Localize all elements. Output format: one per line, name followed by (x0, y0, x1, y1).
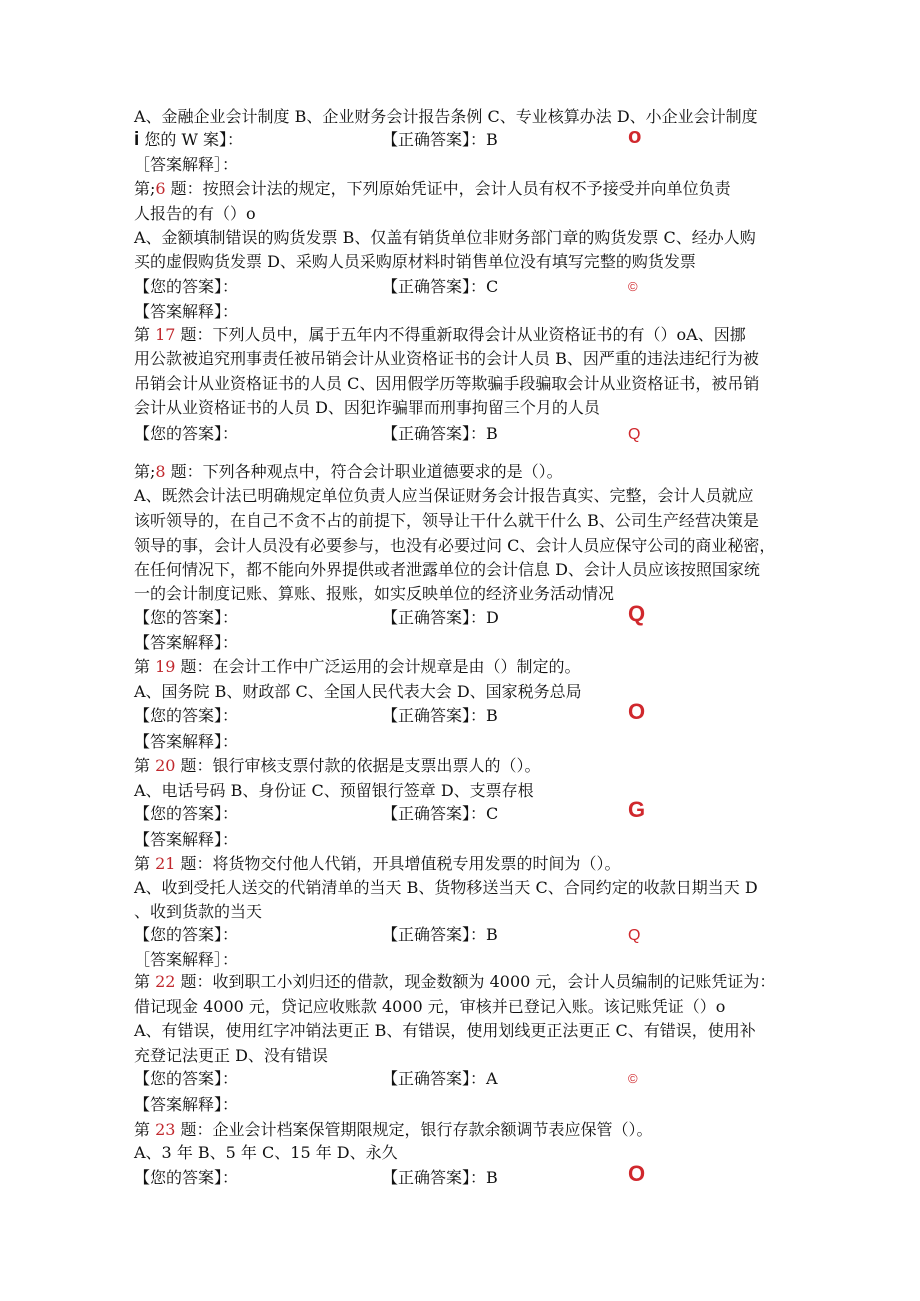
your-answer-label (134, 423, 238, 445)
text-line: A、有错误，使用红字冲销法更正 B、有错误，使用划线更正法更正 C、有错误，使用补 (134, 1021, 756, 1040)
question-text: 题：下列各种观点中，符合会计职业道德要求的是（）。 (165, 462, 563, 481)
your-answer-label (134, 1068, 238, 1090)
correct-answer: 【正确答案】：B (382, 706, 498, 725)
question-heading (134, 656, 794, 678)
correct-answer: 【正确答案】：A (382, 1069, 498, 1088)
question-prefix: 第 (134, 854, 156, 873)
text-line: 领导的事，会计人员没有必要参与，也没有必要过问 C、会计人员应保守公司的商业秘密， (134, 536, 776, 555)
correct-answer: 【正确答案】：C (382, 804, 499, 823)
your-answer-label (134, 607, 238, 629)
result-mark: o (628, 123, 642, 148)
text-line: 借记现金 4000 元，贷记应收账款 4000 元，审核并已登记入账。该记账凭证（）o (134, 997, 726, 1016)
your-answer-text: 【您的答案】： (134, 608, 239, 627)
result-mark: © (628, 279, 638, 294)
result-mark: O (628, 699, 646, 724)
your-answer-label (134, 1167, 238, 1189)
question-heading (134, 1119, 794, 1141)
question-number: 19 (155, 657, 176, 676)
question-text: 题：按照会计法的规定，下列原始凭证中，会计人员有权不予接受并向单位负责 (165, 179, 731, 198)
your-answer-text: 您的 W 案】： (144, 130, 243, 149)
correct-answer: 【正确答案】：B (382, 925, 498, 944)
question-heading (134, 461, 794, 483)
text-line: 一的会计制度记账、算账、报账，如实反映单位的经济业务活动情况 (134, 584, 615, 603)
your-answer-text: 【您的答案】： (134, 925, 239, 944)
question-heading (134, 853, 794, 875)
question-number: 22 (155, 972, 176, 991)
question-prefix: 第 (134, 1120, 156, 1139)
text-line: A、3 年 B、5 年 C、15 年 D、永久 (134, 1143, 398, 1162)
correct-answer: 【正确答案】：C (382, 277, 499, 296)
question-prefix: 第; (134, 462, 156, 481)
text-line: 【答案解释】： (134, 732, 239, 751)
your-answer-text: 【您的答案】： (134, 804, 239, 823)
correct-answer: 【正确答案】：B (382, 130, 498, 149)
result-mark: Q (628, 426, 641, 443)
question-text: 题：下列人员中，属于五年内不得重新取得会计从业资格证书的有（）oA、因挪 (175, 325, 746, 344)
question-number: 6 (155, 179, 166, 198)
question-prefix: 第 (134, 325, 156, 344)
question-text: 题：在会计工作中广泛运用的会计规章是由（）制定的。 (175, 657, 581, 676)
text-line: ［答案解释］： (134, 155, 239, 174)
question-number: 21 (155, 854, 176, 873)
result-mark: © (628, 1071, 638, 1086)
question-heading (134, 178, 794, 200)
text-line: 买的虚假购货发票 D、采购人员采购原材料时销售单位没有填写完整的购货发票 (134, 252, 696, 271)
result-mark: O (628, 1161, 646, 1186)
your-answer-text: 【您的答案】： (134, 277, 239, 296)
result-mark: G (628, 797, 646, 822)
text-line: 吊销会计从业资格证书的人员 C、因用假学历等欺骗手段骗取会计从业资格证书，被吊销 (134, 374, 760, 393)
text-line: ［答案解释］： (134, 950, 239, 969)
text-line: 充登记法更正 D、没有错误 (134, 1046, 328, 1065)
your-answer-label (134, 705, 238, 727)
question-prefix: 第 (134, 657, 156, 676)
question-text: 题：银行审核支票付款的依据是支票出票人的（）。 (175, 756, 541, 775)
text-line: 【答案解释】： (134, 633, 239, 652)
lead-glyph: i (134, 129, 140, 150)
correct-answer: 【正确答案】：B (382, 424, 498, 443)
text-line: 在任何情况下，都不能向外界提供或者泄露单位的会计信息 D、会计人员应该按照国家统 (134, 560, 760, 579)
question-text: 题：企业会计档案保管期限规定，银行存款余额调节表应保管（）。 (175, 1120, 653, 1139)
question-heading (134, 755, 794, 777)
result-mark: Q (628, 601, 646, 626)
text-line: 【答案解释】： (134, 1095, 239, 1114)
text-line: A、金额填制错误的购货发票 B、仅盖有销货单位非财务部门章的购货发票 C、经办人购 (134, 228, 756, 247)
question-text: 题：将货物交付他人代销，开具增值税专用发票的时间为（）。 (175, 854, 621, 873)
question-prefix: 第; (134, 179, 156, 198)
question-heading (134, 971, 794, 993)
question-number: 20 (155, 756, 176, 775)
question-number: 8 (155, 462, 166, 481)
your-answer-text: 【您的答案】： (134, 706, 239, 725)
text-line: 【答案解释】： (134, 302, 239, 321)
question-prefix: 第 (134, 756, 156, 775)
result-mark: Q (628, 927, 641, 944)
text-line: A、电话号码 B、身份证 C、预留银行签章 D、支票存根 (134, 781, 534, 800)
question-heading (134, 324, 794, 346)
text-line: 该听领导的，在自己不贪不占的前提下，领导让干什么就干什么 B、公司生产经营决策是 (134, 511, 759, 530)
your-answer-label (134, 276, 238, 298)
text-line: 、收到货款的当天 (134, 902, 263, 921)
correct-answer: 【正确答案】：D (382, 608, 499, 627)
text-line: A、收到受托人送交的代销清单的当天 B、货物移送当天 C、合同约定的收款日期当天 D (134, 878, 758, 897)
text-line: A、国务院 B、财政部 C、全国人民代表大会 D、国家税务总局 (134, 682, 582, 701)
correct-answer: 【正确答案】：B (382, 1168, 498, 1187)
question-prefix: 第 (134, 972, 156, 991)
text-line: 人报告的有（）o (134, 204, 256, 223)
text-line: 用公款被追究刑事责任被吊销会计从业资格证书的会计人员 B、因严重的违法违纪行为被 (134, 349, 759, 368)
your-answer-label (134, 803, 238, 825)
your-answer-label (134, 129, 243, 151)
your-answer-text: 【您的答案】： (134, 1069, 239, 1088)
question-number: 17 (155, 325, 176, 344)
text-line: A、既然会计法已明确规定单位负责人应当保证财务会计报告真实、完整，会计人员就应 (134, 486, 754, 505)
your-answer-label (134, 924, 238, 946)
text-line: A、金融企业会计制度 B、企业财务会计报告条例 C、专业核算办法 D、小企业会计制度 (134, 107, 758, 126)
text-line: 会计从业资格证书的人员 D、因犯诈骗罪而刑事拘留三个月的人员 (134, 398, 600, 417)
your-answer-text: 【您的答案】： (134, 424, 239, 443)
question-text: 题：收到职工小刘归还的借款，现金数额为 4000 元，会计人员编制的记账凭证为： (175, 972, 776, 991)
text-line: 【答案解释】： (134, 830, 239, 849)
question-number: 23 (155, 1120, 176, 1139)
your-answer-text: 【您的答案】： (134, 1168, 239, 1187)
